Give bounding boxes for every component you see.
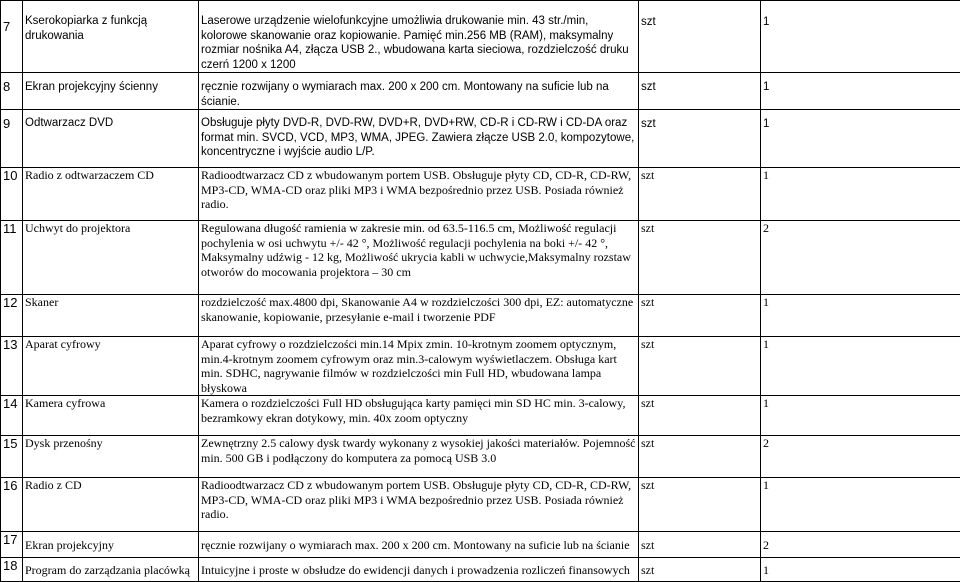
row-number: 17 <box>1 532 23 558</box>
table-row <box>1 558 960 582</box>
item-description: Radioodtwarzacz CD z wbudowanym portem USB. Obsługuje płyty CD, CD-R, CD-RW, MP3-CD, WMA-CD oraz pliki MP3 i WMA bezpośrednio przez USB. Posiada również radio. <box>199 168 639 221</box>
row-number: 14 <box>1 396 23 436</box>
row-number: 10 <box>1 168 23 221</box>
item-name: Aparat cyfrowy <box>23 337 199 396</box>
table-row <box>1 337 960 396</box>
item-quantity: 1 <box>761 396 960 436</box>
item-name: Odtwarzacz DVD <box>23 110 199 168</box>
row-number: 11 <box>1 221 23 295</box>
row-number: 9 <box>1 110 23 168</box>
item-name: Kserokopiarka z funkcją drukowania <box>23 1 199 73</box>
item-description: Regulowana długość ramienia w zakresie min. od 63.5-116.5 cm, Możliwość regulacji pochylenia w osi uchwytu +/- 42 °, Możliwość regulacji pochylenia na boki +/- 42 °, Maksymalny udźwig - 12 kg, Możliwość ukrycia kabli w uchwycie,Maksymalny rozstaw otworów do mocowania projektora – 30 cm <box>199 221 639 295</box>
item-unit: szt <box>639 558 761 582</box>
item-quantity: 1 <box>761 558 960 582</box>
item-description: Radioodtwarzacz CD z wbudowanym portem USB. Obsługuje płyty CD, CD-R, CD-RW, MP3-CD, WMA-CD oraz pliki MP3 i WMA bezpośrednio przez USB. Posiada również radio. <box>199 478 639 532</box>
item-unit: szt <box>639 532 761 558</box>
item-quantity: 1 <box>761 1 960 73</box>
item-unit: szt <box>639 73 761 110</box>
item-quantity: 1 <box>761 337 960 396</box>
item-description: Intuicyjne i proste w obsłudze do ewidencji danych i prowadzenia rozliczeń finansowych <box>199 558 639 582</box>
row-number: 13 <box>1 337 23 396</box>
item-quantity: 1 <box>761 168 960 221</box>
table-row <box>1 396 960 436</box>
item-name: Ekran projekcyjny ścienny <box>23 73 199 110</box>
item-name: Radio z odtwarzaczem CD <box>23 168 199 221</box>
item-quantity: 1 <box>761 110 960 168</box>
item-name: Skaner <box>23 295 199 337</box>
item-description: ręcznie rozwijany o wymiarach max. 200 x 200 cm. Montowany na suficie lub na ścianie <box>199 532 639 558</box>
item-unit: szt <box>639 1 761 73</box>
table-row <box>1 478 960 532</box>
item-quantity: 1 <box>761 478 960 532</box>
item-description: Aparat cyfrowy o rozdzielczości min.14 Mpix zmin. 10-krotnym zoomem optycznym, min.4-krotnym zoomem cyfrowym oraz min.3-calowym wyświetlaczem. Obsługa kart min. SDHC, nagrywanie filmów w rozdzielczości min Full HD, wbudowana lampa błyskowa <box>199 337 639 396</box>
item-name: Dysk przenośny <box>23 436 199 478</box>
item-description: Kamera o rozdzielczości Full HD obsługująca karty pamięci min SD HC min. 3-calowy, bezramkowy ekran dotykowy, min. 40x zoom optyczny <box>199 396 639 436</box>
table-row <box>1 436 960 478</box>
row-number: 15 <box>1 436 23 478</box>
table-row <box>1 532 960 558</box>
item-quantity: 2 <box>761 532 960 558</box>
table-row <box>1 73 960 110</box>
item-description: ręcznie rozwijany o wymiarach max. 200 x 200 cm. Montowany na suficie lub na ścianie. <box>199 73 639 110</box>
item-unit: szt <box>639 221 761 295</box>
item-description: rozdzielczość max.4800 dpi, Skanowanie A4 w rozdzielczości 300 dpi, EZ: automatyczne skanowanie, kopiowanie, przesyłanie e-mail i tworzenie PDF <box>199 295 639 337</box>
table-row <box>1 168 960 221</box>
table-row <box>1 221 960 295</box>
row-number: 8 <box>1 73 23 110</box>
item-description: Obsługuje płyty DVD-R, DVD-RW, DVD+R, DVD+RW, CD-R i CD-RW i CD-DA oraz format min. SVCD, VCD, MP3, WMA, JPEG. Zawiera złącze USB 2.0, kompozytowe, koncentryczne i wyjście audio L/P. <box>199 110 639 168</box>
item-quantity: 2 <box>761 221 960 295</box>
row-number: 7 <box>1 1 23 73</box>
item-quantity: 2 <box>761 436 960 478</box>
item-name: Kamera cyfrowa <box>23 396 199 436</box>
item-quantity: 1 <box>761 295 960 337</box>
row-number: 16 <box>1 478 23 532</box>
item-name: Uchwyt do projektora <box>23 221 199 295</box>
row-number: 18 <box>1 558 23 582</box>
item-unit: szt <box>639 478 761 532</box>
item-quantity: 1 <box>761 73 960 110</box>
item-unit: szt <box>639 436 761 478</box>
item-unit: szt <box>639 168 761 221</box>
row-number: 12 <box>1 295 23 337</box>
item-unit: szt <box>639 110 761 168</box>
item-unit: szt <box>639 396 761 436</box>
item-unit: szt <box>639 337 761 396</box>
table-row <box>1 110 960 168</box>
item-name: Program do zarządzania placówką <box>23 558 199 582</box>
table-row <box>1 1 960 73</box>
item-description: Laserowe urządzenie wielofunkcyjne umożliwia drukowanie min. 43 str./min, kolorowe skanowanie oraz kopiowanie. Pamięć min.256 MB (RAM), maksymalny rozmiar nośnika A4, złącza USB 2., wbudowana karta sieciowa, rozdzielczość druku czerń 1200 x 1200 <box>199 1 639 73</box>
item-name: Ekran projekcyjny <box>23 532 199 558</box>
table-row <box>1 295 960 337</box>
item-name: Radio z CD <box>23 478 199 532</box>
item-unit: szt <box>639 295 761 337</box>
item-description: Zewnętrzny 2.5 calowy dysk twardy wykonany z wysokiej jakości materiałów. Pojemność min. 500 GB i podłączony do komputera za pomocą USB 3.0 <box>199 436 639 478</box>
